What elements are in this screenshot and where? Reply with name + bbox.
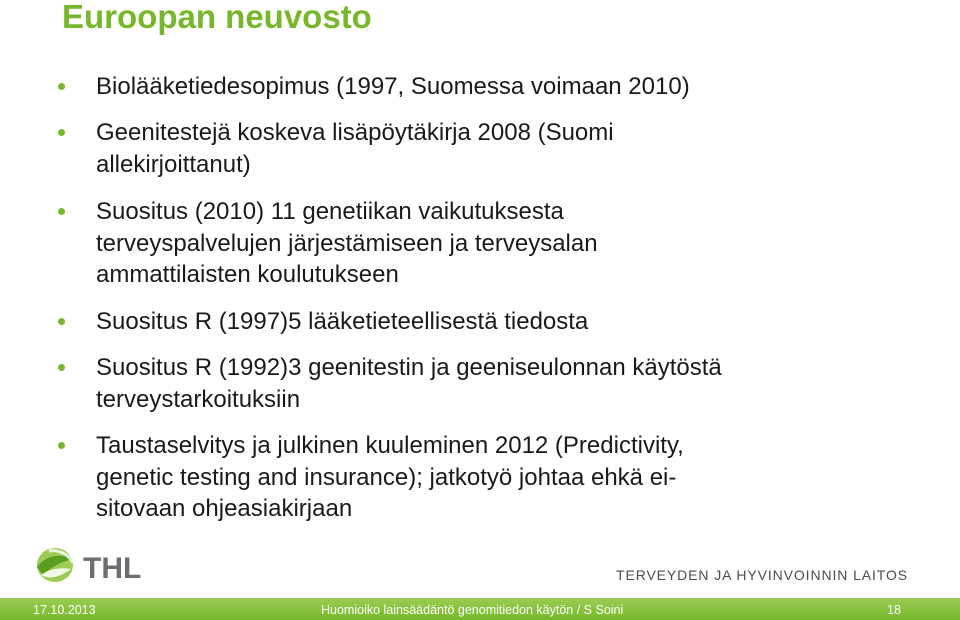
bullet-line: sitovaan ohjeasiakirjaan (96, 495, 353, 522)
bullet-item (58, 196, 598, 291)
bullet-text (96, 352, 722, 415)
bullet-dot-icon (58, 318, 65, 325)
bullet-line: Taustaselvitys ja julkinen kuuleminen 2012 (Predictivity, (96, 432, 684, 459)
bullet-line: allekirjoittanut) (96, 150, 251, 178)
bullet-line: Suositus R (1997)5 lääketieteellisestä tiedosta (96, 308, 589, 335)
bullet-dot-icon (58, 442, 65, 449)
bullet-text (96, 430, 684, 525)
bullet-dot-icon (58, 208, 65, 215)
thl-logo-icon (33, 545, 163, 587)
footer-date: 17.10.2013 (33, 603, 96, 617)
bullet-line: Suositus R (1992)3 geenitestin ja geeniseulonnan käytöstä (96, 354, 722, 381)
bullet-item (58, 306, 588, 338)
org-name: TERVEYDEN JA HYVINVOINNIN LAITOS (616, 567, 909, 583)
bullet-text (96, 71, 690, 103)
slide-title: Euroopan neuvosto (62, 0, 372, 35)
logo-text: THL (83, 552, 142, 585)
bullet-line: genetic testing and insurance); jatkotyö johtaa ehkä ei- (96, 463, 677, 491)
bullet-dot-icon (58, 364, 65, 371)
bullet-line: ammattilaisten koulutukseen (96, 261, 399, 288)
bullet-line: terveyspalvelujen järjestämiseen ja terveysalan (96, 229, 598, 257)
bullet-text (96, 306, 588, 338)
bullet-item (58, 430, 684, 525)
bullet-line: terveystarkoituksiin (96, 385, 301, 413)
thl-logo (33, 545, 163, 587)
bullet-item (58, 352, 722, 415)
page-number: 18 (887, 603, 901, 617)
footer-title: Huomioiko lainsäädäntö genomitiedon käytön / S Soini (321, 603, 624, 617)
bullet-line: Geenitestejä koskeva lisäpöytäkirja 2008 (Suomi (96, 119, 614, 146)
bullet-item (58, 117, 614, 180)
footer-bar (0, 598, 960, 620)
bullet-text (96, 117, 614, 180)
bullet-dot-icon (58, 83, 65, 90)
bullet-item (58, 71, 690, 103)
bullet-dot-icon (58, 129, 65, 136)
bullet-line: Biolääketiedesopimus (1997, Suomessa voimaan 2010) (96, 73, 690, 100)
bullet-text (96, 196, 598, 291)
bullet-line: Suositus (2010) 11 genetiikan vaikutuksesta (96, 198, 564, 225)
